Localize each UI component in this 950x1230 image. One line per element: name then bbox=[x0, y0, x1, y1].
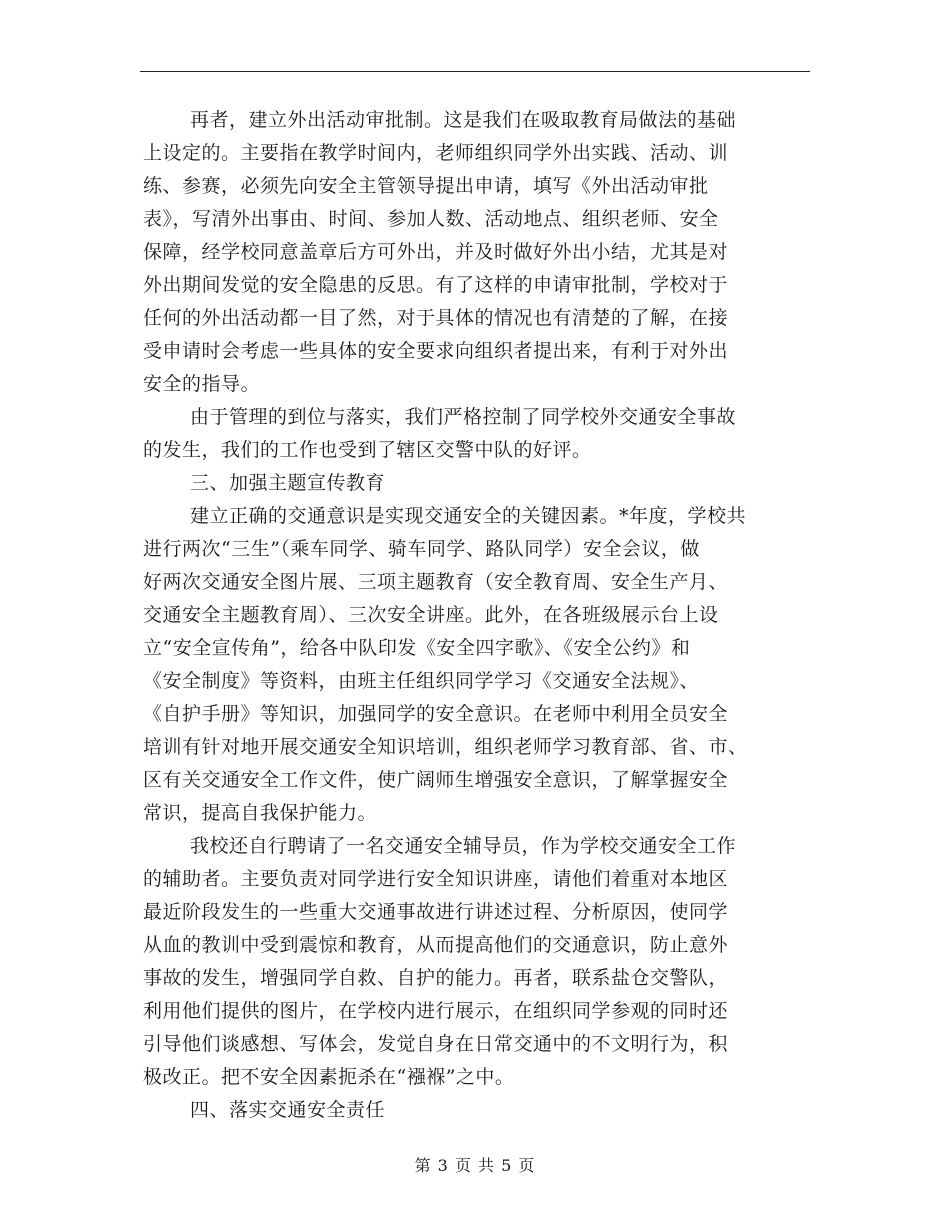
text-line: 最近阶段发生的一些重大交通事故进行讲述过程、分析原因，使同学 bbox=[143, 901, 729, 923]
text-line: 引导他们谈感想、写体会，发觉自身在日常交通中的不文明行为，积 bbox=[143, 1033, 729, 1055]
section-heading-4 bbox=[143, 1094, 808, 1127]
text-line: 常识，提高自我保护能力。 bbox=[143, 802, 378, 824]
text-line: 的辅助者。主要负责对同学进行安全知识讲座，请他们着重对本地区 bbox=[143, 868, 729, 890]
header-divider bbox=[140, 71, 810, 72]
text-line: 外出期间发觉的安全隐患的反思。有了这样的申请审批制，学校对于 bbox=[143, 274, 729, 296]
text-line: 练、参赛，必须先向安全主管领导提出申请，填写《外出活动审批 bbox=[143, 175, 709, 197]
heading-text: 四、落实交通安全责任 bbox=[190, 1099, 386, 1121]
paragraph-counselor bbox=[143, 830, 808, 1094]
text-line: 由于管理的到位与落实，我们严格控制了同学校外交通安全事故 bbox=[190, 406, 737, 428]
heading-text: 三、加强主题宣传教育 bbox=[190, 472, 386, 494]
text-line: 好两次交通安全图片展、三项主题教育（安全教育周、安全生产月、 bbox=[143, 571, 729, 593]
text-line: 上设定的。主要指在教学时间内，老师组织同学外出实践、活动、训 bbox=[143, 142, 729, 164]
text-line: 《安全制度》等资料，由班主任组织同学学习《交通安全法规》、 bbox=[143, 670, 700, 692]
text-line: 进行两次“三生”（乘车同学、骑车同学、路队同学）安全会议，做 bbox=[143, 538, 700, 560]
paragraph-awareness bbox=[143, 500, 808, 830]
text-line: 《自护手册》等知识，加强同学的安全意识。在老师中利用全员安全 bbox=[143, 703, 729, 725]
text-line: 交通安全主题教育周）、三次安全讲座。此外，在各班级展示台上设 bbox=[143, 604, 719, 626]
text-line: 任何的外出活动都一目了然，对于具体的情况也有清楚的了解，在接 bbox=[143, 307, 729, 329]
text-line: 区有关交通安全工作文件，使广阔师生增强安全意识，了解掌握安全 bbox=[143, 769, 729, 791]
text-line: 建立正确的交通意识是实现交通安全的关键因素。*年度，学校共 bbox=[190, 505, 747, 527]
paragraph-management-result bbox=[143, 401, 808, 467]
text-line: 再者，建立外出活动审批制。这是我们在吸取教育局做法的基础 bbox=[190, 109, 737, 131]
document-body bbox=[143, 104, 808, 1127]
text-line: 的发生，我们的工作也受到了辖区交警中队的好评。 bbox=[143, 439, 592, 461]
page-number-footer: 第 3 页 共 5 页 bbox=[414, 1156, 536, 1175]
text-line: 培训有针对地开展交通安全知识培训，组织老师学习教育部、省、市、 bbox=[143, 736, 748, 758]
text-line: 极改正。把不安全因素扼杀在“襁褓”之中。 bbox=[143, 1066, 515, 1088]
text-line: 安全的指导。 bbox=[143, 373, 261, 395]
text-line: 保障，经学校同意盖章后方可外出，并及时做好外出小结，尤其是对 bbox=[143, 241, 729, 263]
text-line: 受申请时会考虑一些具体的安全要求向组织者提出来，有利于对外出 bbox=[143, 340, 729, 362]
text-line: 利用他们提供的图片，在学校内进行展示，在组织同学参观的同时还 bbox=[143, 1000, 729, 1022]
section-heading-3 bbox=[143, 467, 808, 500]
text-line: 立“安全宣传角”，给各中队印发《安全四字歌》、《安全公约》和 bbox=[143, 637, 691, 659]
text-line: 表》，写清外出事由、时间、参加人数、活动地点、组织老师、安全 bbox=[143, 208, 719, 230]
text-line: 从血的教训中受到震惊和教育，从而提高他们的交通意识，防止意外 bbox=[143, 934, 729, 956]
paragraph-approval-system bbox=[143, 104, 808, 401]
text-line: 事故的发生，增强同学自救、自护的能力。再者，联系盐仓交警队， bbox=[143, 967, 729, 989]
text-line: 我校还自行聘请了一名交通安全辅导员，作为学校交通安全工作 bbox=[190, 835, 737, 857]
